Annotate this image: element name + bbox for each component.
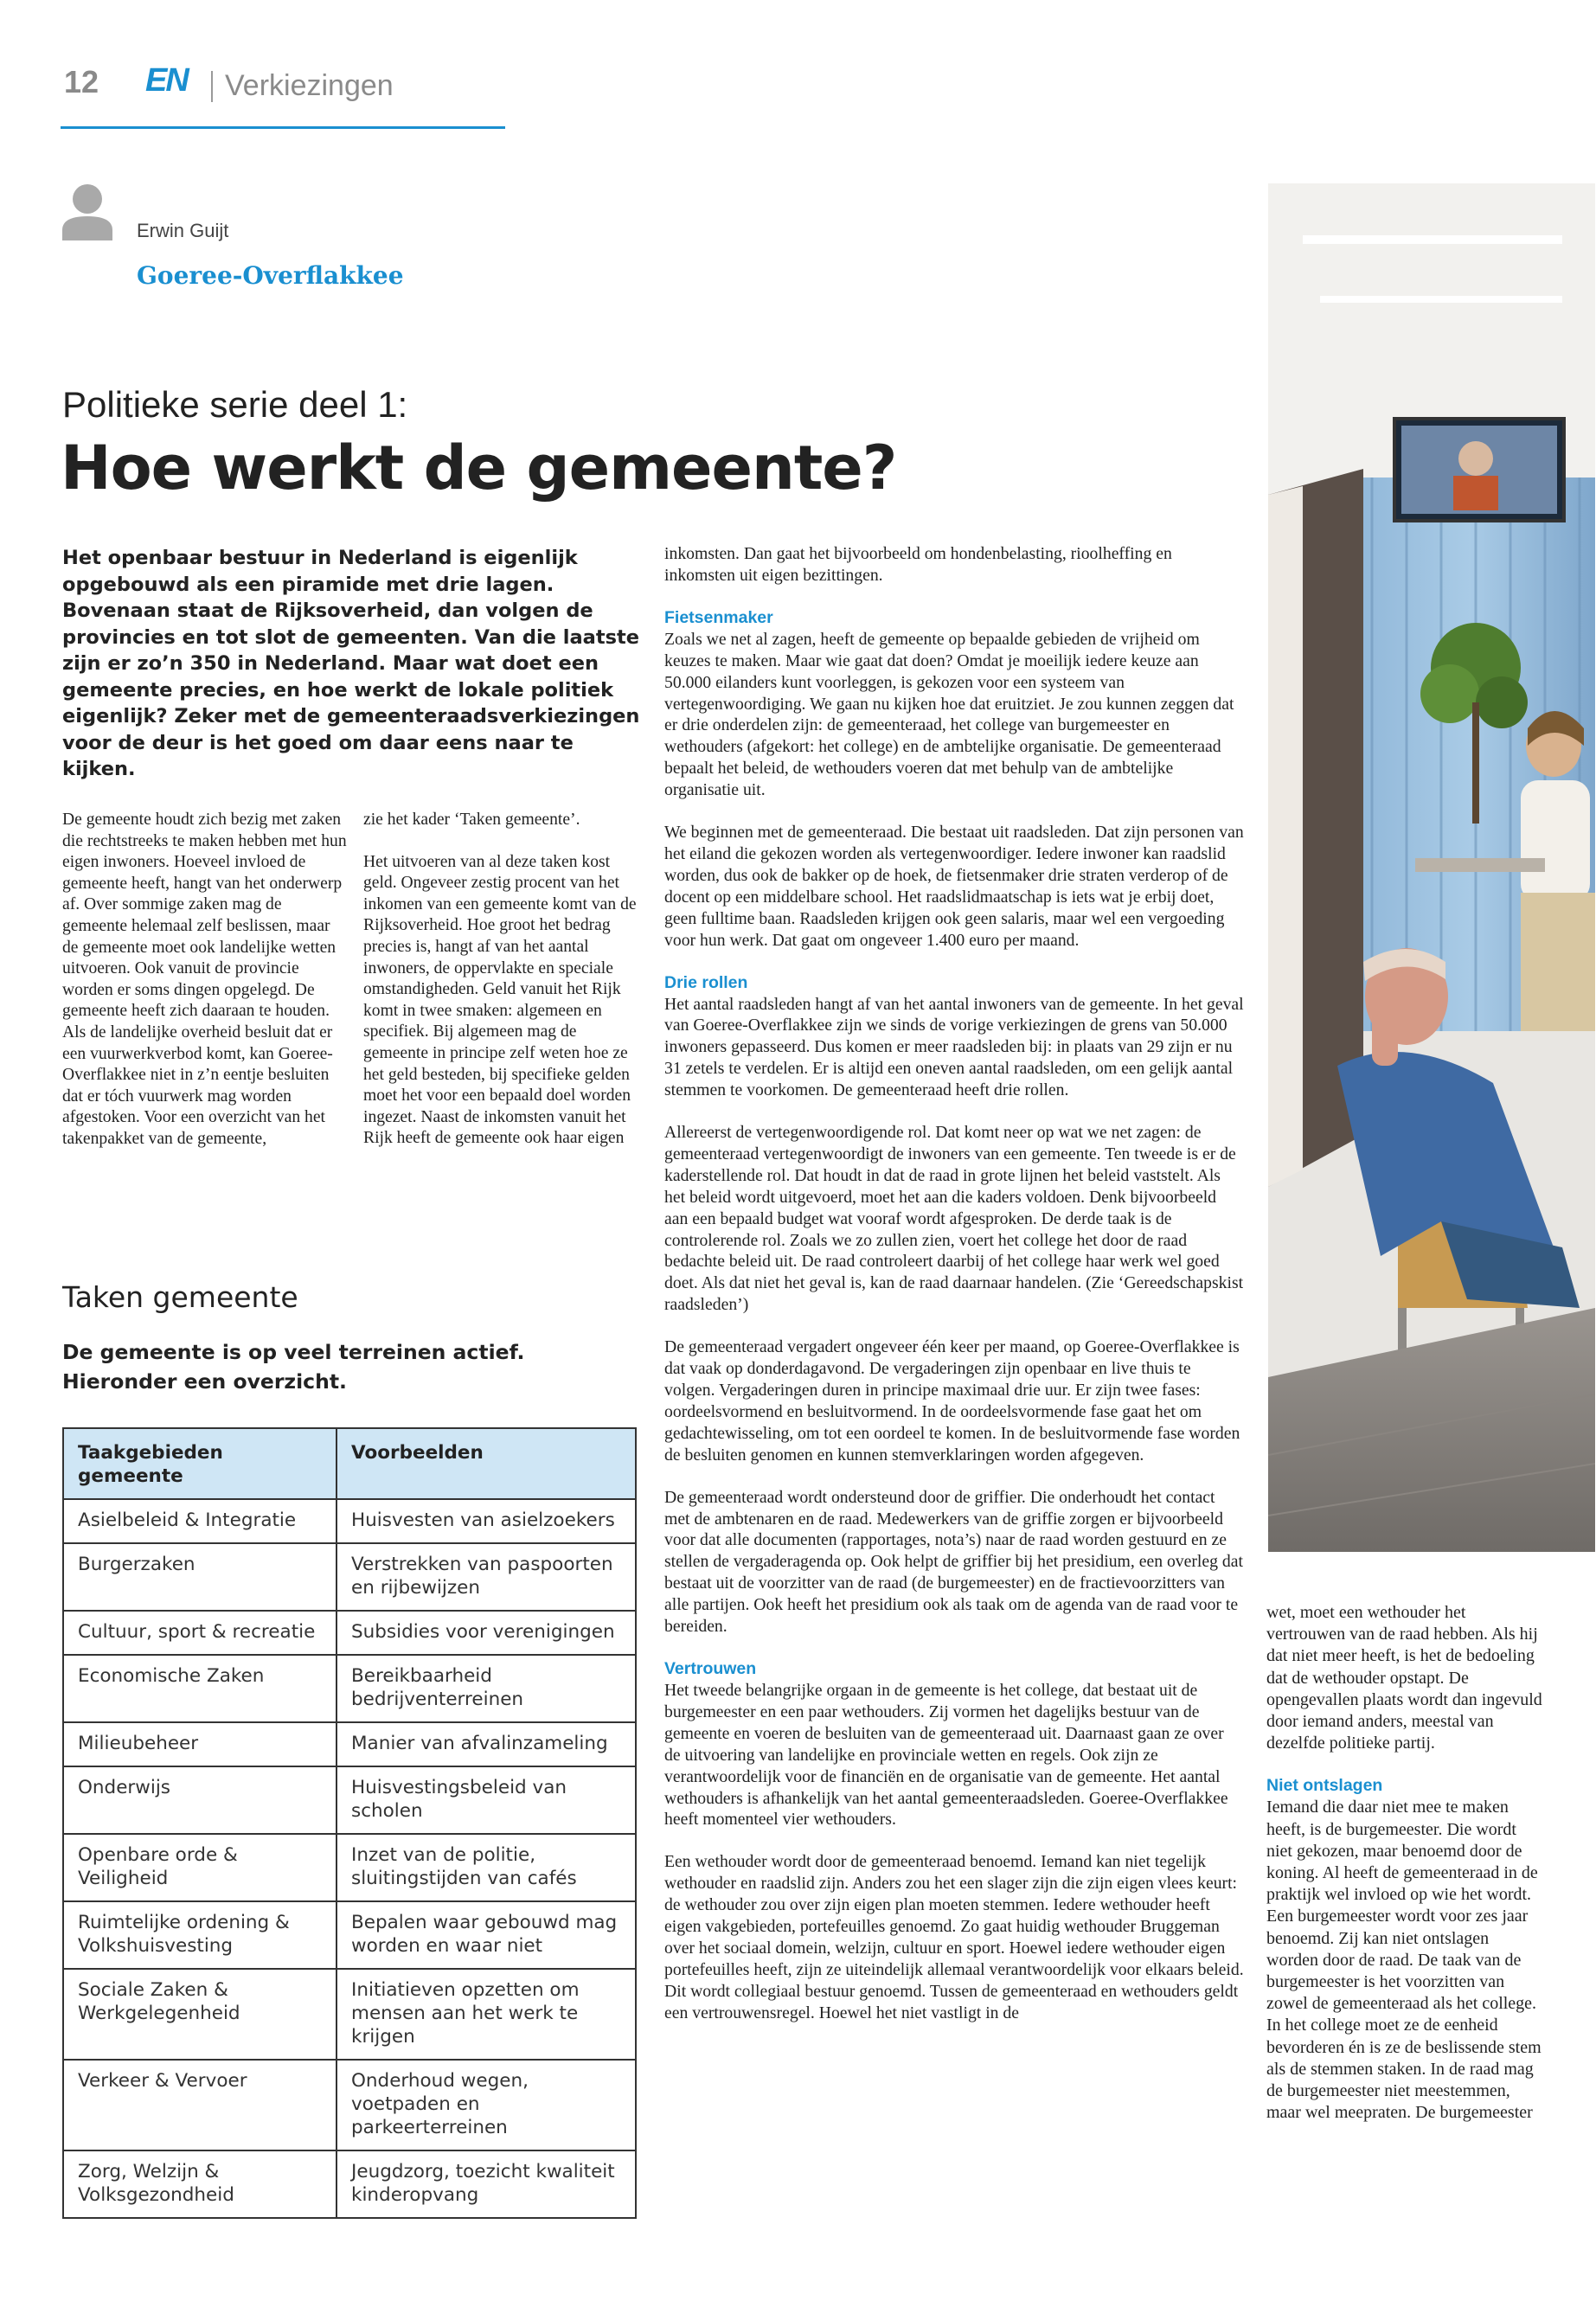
publication-logo: EN (145, 62, 188, 99)
paragraph: zie het kader ‘Taken gemeente’. (363, 811, 580, 829)
paragraph: Allereerst de vertegenwoordigende rol. Dat komt neer op wat we net zagen: de gemeenteraad vertegenwoordigt de inwoners van een gemeente. Ten tweede is er de kaderstellende rol. Dat houdt in dat de raad in grote lijnen het beleid vaststelt. Als het beleid wordt uitgevoerd, moet het aan die kaders voldoen. Denk bijvoorbeeld aan een bepaald budget wat vooraf wordt afgesproken. De derde taak is de controlerende rol. Zoals we zo zullen zien, voert het college het door de raad bedachte beleid uit. De raad controleert daarbij of het college haar werk wel goed doet. Als dat niet het geval is, kan de raad daarnaar handelen. (Zie ‘Gereedschapskist raadsleden’) (664, 1123, 1244, 1315)
paragraph: Het aantal raadsleden hangt af van het aantal inwoners van de gemeente. In het geval van Goeree-Overflakkee zijn we sinds de vorige verkiezingen de grens van 50.000 inwoners gepasseerd. Dus komen er meer raadsleden bij: in plaats van 29 zijn er nu 31 zetels te verdelen. Er is altijd een oneven aantal raadsleden, om een gelijk aantal stemmen te voorkomen. De gemeenteraad heeft drie rollen. (664, 994, 1244, 1100)
paragraph: wet, moet een wethouder het vertrouwen van de raad hebben. Als hij dat niet meer heeft, is het de bedoeling dat de wethouder opstapt. De opengevallen plaats wordt dan ingevuld door iemand anders, meestal van dezelfde politieke partij. (1266, 1603, 1542, 1753)
paragraph: inkomsten. Dan gaat het bijvoorbeeld om hondenbelasting, rioolheffing en inkomsten uit eigen bezittingen. (664, 544, 1172, 585)
table-cell: Manier van afvalinzameling (337, 1722, 636, 1766)
table-cell: Huisvestingsbeleid van scholen (337, 1766, 636, 1834)
subheading-fietsenmaker: Fietsenmaker (664, 607, 773, 627)
box-subtitle: De gemeente is op veel terreinen actief. Hieronder een overzicht. (62, 1340, 525, 1394)
paragraph: Een wethouder wordt door de gemeenteraad benoemd. Iemand kan niet tegelijk wethouder en raadslid zijn. Anders zou het een slager zijn die zijn eigen vlees keurt: de wethouder zou over zijn eigen plan moeten stemmen. Iedere wethouder heeft eigen vakgebieden, portefeuilles genoemd. Zo gaat huidig wethouder Bruggeman over het sociaal domein, welzijn, cultuur en sport. Hoewel iedere wethouder eigen portefeuilles heeft, zijn ze uiteindelijk allemaal verantwoordelijk voor elkaars beleid. Dit wordt collegiaal bestuur genoemd. Tussen de gemeenteraad en wethouders geldt een vertrouwensregel. Hoewel het niet vastligt in de (664, 1852, 1244, 2022)
table-row (63, 1969, 636, 2060)
subheading-niet-ontslagen: Niet ontslagen (1266, 1776, 1383, 1796)
section-name: Verkiezingen (225, 69, 394, 102)
paragraph: Iemand die daar niet mee te maken heeft, is de burgemeester. Die wordt niet gekozen, maar benoemd door de koning. Al heeft de gemeenteraad in de praktijk wel invloed op wie het wordt. Een burgemeester wordt voor zes jaar benoemd. Zij kan niet ontslagen worden door de raad. De taak van de burgemeester is het voorzitten van zowel de gemeenteraad als het college. In het college moet ze de eenheid bevorderen én is ze de beslissende stem als de stemmen staken. In de raad mag de burgemeester niet meestemmen, maar wel meepraten. De burgemeester (1266, 1798, 1542, 2123)
table-row (63, 1543, 636, 1611)
table-cell: Asielbeleid & Integratie (63, 1499, 337, 1543)
table-row (63, 2060, 636, 2150)
table-cell: Verkeer & Vervoer (63, 2060, 337, 2150)
paragraph: Zoals we net al zagen, heeft de gemeente op bepaalde gebieden de vrijheid om keuzes te maken. Maar wie gaat dat doen? Omdat je moeilijk iedere keuze aan 50.000 eilanders kunt voorleggen, is gekozen voor een systeem van vertegenwoordiging. We gaan nu kijken hoe dat eruitziet. Je zou kunnen zeggen dat er drie onderdelen zijn: de gemeenteraad, het college van burgemeester en wethouders (afgekort: het college) en de ambtelijke organisatie. De gemeenteraad bepaalt het beleid, de wethouders voeren dat met behulp van de ambtelijke organisatie uit. (664, 629, 1234, 800)
table-cell: Bereikbaarheid bedrijventerreinen (337, 1655, 636, 1722)
table-cell: Zorg, Welzijn & Volksgezondheid (63, 2150, 337, 2218)
council-meeting-photo (1268, 183, 1595, 1552)
paragraph: Het tweede belangrijke orgaan in de gemeente is het college, dat bestaat uit de burgemeester en een paar wethouders. Zij vormen het dagelijks bestuur van de gemeente en voeren de besluiten van de gemeenteraad uit. Daarnaast gaan ze over de uitvoering van landelijke en provinciale wetten en regels. Ook zijn ze verantwoordelijk voor de financiën en de organisatie van de gemeente. Het aantal wethouders is afhankelijk van het aantal gemeenteraadsleden. Goeree-Overflakkee heeft momenteel vier wethouders. (664, 1680, 1228, 1830)
table-cell: Initiatieven opzetten om mensen aan het werk te krijgen (337, 1969, 636, 2060)
table-cell: Onderwijs (63, 1766, 337, 1834)
author-name: Erwin Guijt (137, 220, 229, 241)
table-cell: Milieubeheer (63, 1722, 337, 1766)
header-separator (211, 71, 213, 102)
paragraph: De gemeenteraad wordt ondersteund door de griffier. Die onderhoudt het contact met de ambtenaren en de raad. Medewerkers van de griffie zorgen er bijvoorbeeld voor dat alle documenten (rapportages, nota’s) naar de raad worden gestuurd en ze stellen de vergaderagenda op. Ook helpt de griffier bij het presidium, een overleg dat bestaat uit de voorzitter van de raad (de burgemeester) en de fractievoorzitters van alle partijen. Ook heeft het presidium ook als taak om de agenda van de raad voor te bereiden. (664, 1487, 1243, 1637)
table-row (63, 1834, 636, 1901)
table-cell: Huisvesten van asielzoekers (337, 1499, 636, 1543)
header-rule (61, 126, 505, 129)
table-cell: Burgerzaken (63, 1543, 337, 1611)
paragraph: We beginnen met de gemeenteraad. Die bestaat uit raadsleden. Dat zijn personen van het eiland die gekozen worden als vertegenwoordiger. Iedere inwoner kan raadslid worden, dus ook de bakker op de hoek, de fietsenmaker drie straten verderop of de docent op een middelbare school. Het raadslidmaatschap is iets wat je erbij doet, geen fulltime baan. Raadsleden krijgen ook geen salaris, maar wel een vergoeding voor hun werk. Dat gaat om ongeveer 1.400 euro per maand. (664, 823, 1244, 950)
table-cell: Subsidies voor verenigingen (337, 1611, 636, 1655)
article-headline: Hoe werkt de gemeente? (61, 433, 897, 503)
table-row (63, 2150, 636, 2218)
table-row (63, 1766, 636, 1834)
table-cell: Sociale Zaken & Werkgelegenheid (63, 1969, 337, 2060)
paragraph: De gemeente houdt zich bezig met zaken die rechtstreeks te maken hebben met hun eigen inwoners. Hoeveel invloed de gemeente heeft, hangt van het onderwerp af. Over sommige zaken mag de gemeente helemaal zelf beslissen, maar de gemeente moet ook landelijke wetten uitvoeren. Ook vanuit de provincie worden er soms dingen opgelegd. De gemeente heeft zich daaraan te houden. Als de landelijke overheid besluit dat er een vuurwerkverbod komt, kan Goeree-Overflakkee niet in z’n eentje besluiten dat er tóch vuurwerk mag worden afgestoken. Voor een overzicht van het takenpakket van de gemeente, (62, 811, 347, 1148)
table-row (63, 1655, 636, 1722)
paragraph: Het uitvoeren van al deze taken kost geld. Ongeveer zestig procent van het inkomen van een gemeente komt van de Rijksoverheid. Hoe groot het bedrag precies is, hangt af van het aantal inwoners, de oppervlakte en speciale omstandigheden. Geld vanuit het Rijk komt in twee smaken: algemeen en specifiek. Bij algemeen mag de gemeente in principe zelf weten hoe ze het geld besteden, bij specifieke gelden moet het voor een bepaald doel worden ingezet. Naast de inkomsten vanuit het Rijk heeft de gemeente ook haar eigen (363, 852, 637, 1148)
author-avatar-icon (62, 182, 112, 240)
table-cell: Bepalen waar gebouwd mag worden en waar niet (337, 1901, 636, 1969)
column-header: Taakgebieden gemeente (63, 1428, 337, 1499)
article-column-2 (363, 810, 640, 1150)
table-cell: Jeugdzorg, toezicht kwaliteit kinderopvang (337, 2150, 636, 2218)
article-kicker: Politieke serie deel 1: (62, 384, 408, 425)
article-column-right (1266, 1602, 1543, 2124)
table-row (63, 1901, 636, 1969)
article-column-1 (62, 810, 348, 1150)
table-row (63, 1611, 636, 1655)
column-header: Voorbeelden (337, 1428, 636, 1499)
page-number: 12 (64, 64, 99, 99)
table-cell: Economische Zaken (63, 1655, 337, 1722)
tasks-table (62, 1427, 637, 2219)
article-column-main (664, 543, 1244, 2024)
table-row (63, 1722, 636, 1766)
box-title: Taken gemeente (62, 1280, 298, 1314)
table-cell: Cultuur, sport & recreatie (63, 1611, 337, 1655)
table-row (63, 1499, 636, 1543)
paragraph: De gemeenteraad vergadert ongeveer één keer per maand, op Goeree-Overflakkee is dat vaak op donderdagavond. De vergaderingen zijn openbaar en live thuis te volgen. Vergaderingen duren in principe maximaal drie uur. Er zijn twee fases: oordeelsvormend en besluitvormend. In de oordeelsvormende fase gaat het om gedachtewisseling, om tot een oordeel te komen. In de besluitvormende fase worden de besluiten genomen en kunnen stemverklaringen worden afgegeven. (664, 1337, 1240, 1465)
table-cell: Openbare orde & Veiligheid (63, 1834, 337, 1901)
article-lead: Het openbaar bestuur in Nederland is eigenlijk opgebouwd als een piramide met drie lagen. Bovenaan staat de Rijksoverheid, dan volgen de provincies en tot slot de gemeenten. Van die laatste zijn er zo’n 350 in Nederland. Maar wat doet een gemeente precies, en hoe werkt de lokale politiek eigenlijk? Zeker met de gemeenteraadsverkiezingen voor de deur is het goed om daar eens naar te kijken. (62, 547, 640, 780)
subheading-vertrouwen: Vertrouwen (664, 1658, 757, 1678)
table-header-row (63, 1428, 636, 1499)
table-cell: Onderhoud wegen, voetpaden en parkeerterreinen (337, 2060, 636, 2150)
table-cell: Verstrekken van paspoorten en rijbewijzen (337, 1543, 636, 1611)
table-cell: Inzet van de politie, sluitingstijden van cafés (337, 1834, 636, 1901)
subheading-drie-rollen: Drie rollen (664, 972, 748, 992)
table-cell: Ruimtelijke ordening & Volkshuisvesting (63, 1901, 337, 1969)
region-label: Goeree-Overflakkee (137, 261, 404, 290)
